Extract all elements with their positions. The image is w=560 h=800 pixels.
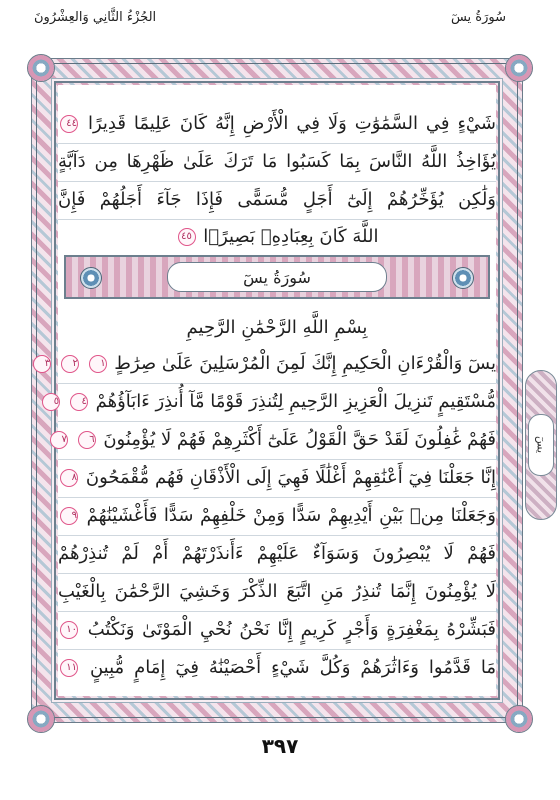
verse-line: [53, 385, 496, 419]
verse-text: يسٓ وَالْقُرْءَانِ الْحَكِيمِ إِنَّكَ لَمِنَ الْمُرْسَلِينَ عَلَىٰ صِرَٰطٍ: [114, 353, 496, 374]
ayah-marker: ١١: [60, 659, 78, 677]
verse-text: فَبَشِّرْهُ بِمَغْفِرَةٍ وَأَجْرٍ كَرِيمٍ إِنَّا نَحْنُ نُحْيِ الْمَوْتَىٰ وَنَكْتُبُ: [87, 619, 496, 640]
verse-text: إِنَّا جَعَلْنَا فِيٓ أَعْنَٰقِهِمْ أَغْلَٰلًا فَهِيَ إِلَى الْأَذْقَانِ فَهُم مُّقْمَحُونَ: [85, 467, 496, 488]
verse-line: [58, 575, 496, 609]
corner-rosette-icon: [27, 705, 55, 733]
verse-text: وَجَعَلْنَا مِنۢ بَيْنِ أَيْدِيهِمْ سَدًّا وَمِنْ خَلْفِهِمْ سَدًّا فَأَغْشَيْنَٰهُمْ: [86, 505, 496, 526]
verse-line: [58, 183, 496, 217]
verse-text: اللَّهَ كَانَ بِعِبَادِهِۦ بَصِيرًۢا: [203, 226, 379, 247]
line-divider: [58, 573, 496, 574]
line-divider: [58, 649, 496, 650]
line-divider: [58, 535, 496, 536]
side-surah-marker: [525, 370, 557, 520]
basmala-text: بِسْمِ اللَّهِ الرَّحْمَٰنِ الرَّحِيمِ: [186, 317, 368, 338]
line-divider: [58, 421, 496, 422]
corner-rosette-icon: [505, 54, 533, 82]
ayah-marker: ٦: [78, 431, 96, 449]
verse-text: وَلَٰكِن يُؤَخِّرُهُمْ إِلَىٰٓ أَجَلٍ مُّسَمًّى فَإِذَا جَآءَ أَجَلُهُمْ فَإِنَّ: [58, 189, 496, 210]
ayah-marker: ٤: [70, 393, 88, 411]
verse-text: فَهُمْ لَا يُبْصِرُونَ وَسَوَآءٌ عَلَيْهِمْ ءَأَنذَرْتَهُمْ أَمْ لَمْ تُنذِرْهُمْ: [58, 543, 496, 564]
banner-rosette-icon: [80, 267, 102, 289]
verse-line: [58, 651, 496, 685]
banner-rosette-icon: [452, 267, 474, 289]
page-header: [34, 6, 506, 28]
ayah-marker: ٢: [61, 355, 79, 373]
verse-line: [58, 145, 496, 179]
verse-line: [58, 499, 496, 533]
page-number: ٣٩٧: [261, 734, 299, 758]
ayah-marker: ٣: [33, 355, 51, 373]
ayah-marker: ١٠: [60, 621, 78, 639]
corner-rosette-icon: [27, 54, 55, 82]
verse-line: [44, 347, 496, 381]
surah-title: سُورَةُ يسٓ: [167, 262, 387, 292]
verse-text: شَيْءٍ فِي السَّمَٰوَٰتِ وَلَا فِي الْأَرْضِ إِنَّهُ كَانَ عَلِيمًا قَدِيرًا: [87, 113, 496, 134]
line-divider: [58, 497, 496, 498]
verse-text: مَا قَدَّمُوا وَءَاثَٰرَهُمْ وَكُلَّ شَيْءٍ أَحْصَيْنَٰهُ فِيٓ إِمَامٍ مُّبِينٍ: [89, 657, 496, 678]
ayah-marker: ٩: [60, 507, 78, 525]
verse-line: [58, 461, 496, 495]
verse-line: [58, 107, 496, 141]
corner-rosette-icon: [505, 705, 533, 733]
ayah-marker: ٨: [60, 469, 78, 487]
verse-text: مُّسْتَقِيمٍ تَنزِيلَ الْعَزِيزِ الرَّحِيمِ لِتُنذِرَ قَوْمًا مَّآ أُنذِرَ ءَابَآؤُهُمْ: [95, 391, 496, 412]
basmala: [58, 311, 496, 345]
line-divider: [58, 143, 496, 144]
verse-line: [58, 220, 496, 254]
line-divider: [58, 611, 496, 612]
verse-line: [58, 423, 496, 457]
ayah-marker: ٤٤: [60, 115, 78, 133]
verse-text: فَهُمْ غَٰفِلُونَ لَقَدْ حَقَّ الْقَوْلُ عَلَىٰٓ أَكْثَرِهِمْ فَهُمْ لَا يُؤْمِنُونَ: [103, 429, 496, 450]
line-divider: [58, 181, 496, 182]
verse-text: لَا يُؤْمِنُونَ إِنَّمَا تُنذِرُ مَنِ اتَّبَعَ الذِّكْرَ وَخَشِيَ الرَّحْمَٰنَ بِالْغَيْبِ: [58, 581, 496, 602]
side-marker-label: يسٓ: [528, 414, 554, 476]
text-panel: [44, 85, 496, 696]
line-divider: [58, 383, 496, 384]
ayah-marker: ١: [89, 355, 107, 373]
verse-line: [58, 537, 496, 571]
surah-title-banner: [64, 255, 490, 299]
surah-name-header: سُورَةُ يسٓ: [450, 9, 506, 25]
line-divider: [58, 459, 496, 460]
ayah-marker: ٧: [50, 431, 68, 449]
juz-name-header: الجُزْءُ الثَّانِي وَالعِشْرُونَ: [34, 9, 157, 25]
ayah-marker: ٥: [42, 393, 60, 411]
ayah-marker: ٤٥: [178, 228, 196, 246]
verse-line: [58, 613, 496, 647]
verse-text: يُؤَاخِذُ اللَّهُ النَّاسَ بِمَا كَسَبُوا مَا تَرَكَ عَلَىٰ ظَهْرِهَا مِن دَآبَّةٍ: [58, 151, 496, 172]
